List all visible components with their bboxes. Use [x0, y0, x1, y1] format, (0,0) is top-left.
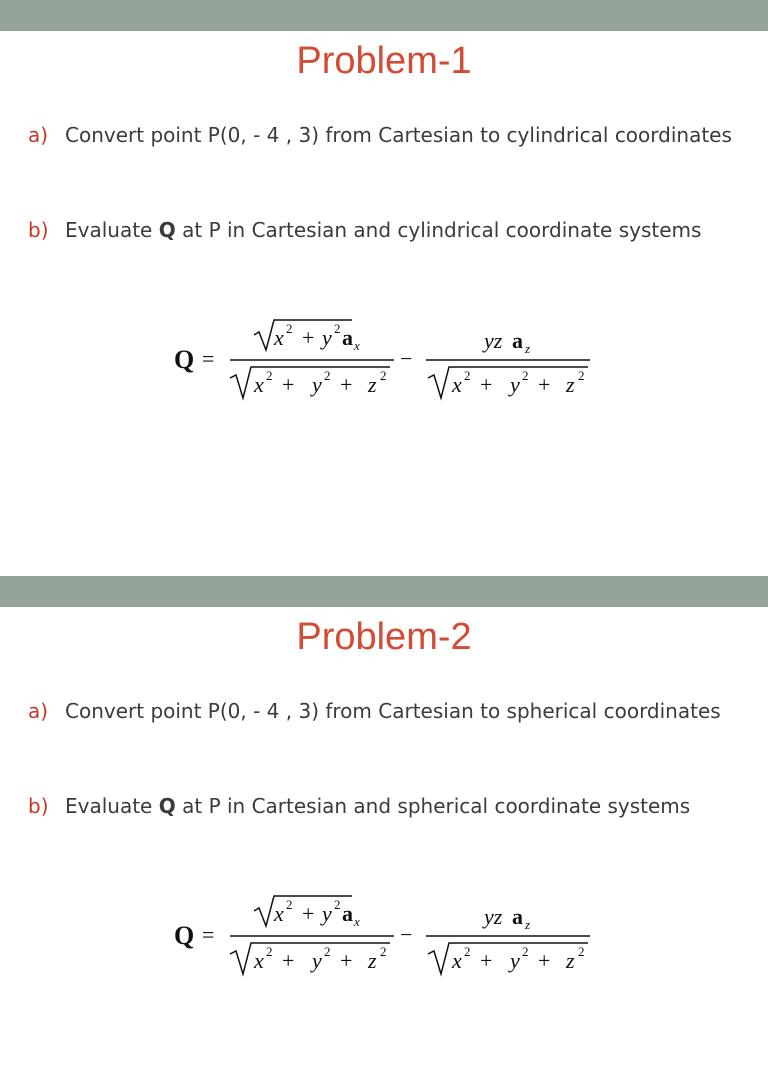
slide-gap — [0, 512, 768, 576]
list-marker: b) — [28, 794, 49, 818]
svg-text:y: y — [312, 372, 322, 397]
slide-problem-1 — [0, 0, 768, 512]
svg-text:+: + — [480, 948, 493, 973]
list-item-text: Convert point P(0, - 4 , 3) from Cartesian to cylindrical coordinates — [65, 123, 732, 147]
svg-text:2: 2 — [522, 944, 529, 959]
svg-text:2: 2 — [324, 944, 331, 959]
slide-header-bar — [0, 576, 768, 607]
svg-text:y: y — [510, 948, 520, 973]
svg-text:z: z — [525, 917, 531, 932]
list-marker: a) — [28, 699, 49, 723]
svg-text:+: + — [282, 948, 295, 973]
svg-text:2: 2 — [334, 321, 341, 336]
svg-text:x: x — [254, 372, 264, 397]
svg-text:x: x — [452, 948, 462, 973]
svg-text:a: a — [512, 904, 523, 929]
svg-text:a: a — [342, 901, 353, 926]
svg-text:+: + — [302, 325, 315, 350]
slide-header-bar — [0, 0, 768, 31]
eq-equals: = — [202, 922, 215, 947]
equation-q — [170, 318, 610, 406]
list-item-text: Evaluate Q at P in Cartesian and spherical coordinate systems — [65, 794, 691, 818]
svg-text:x: x — [354, 914, 360, 929]
svg-text:+: + — [302, 901, 315, 926]
svg-text:y: y — [322, 901, 332, 926]
svg-text:yz: yz — [484, 904, 503, 929]
svg-text:y: y — [312, 948, 322, 973]
svg-text:+: + — [538, 948, 551, 973]
svg-text:+: + — [480, 372, 493, 397]
svg-text:z: z — [525, 341, 531, 356]
svg-text:2: 2 — [522, 368, 529, 383]
eq-equals: = — [202, 346, 215, 371]
list-marker: a) — [28, 123, 49, 147]
bold-q: Q — [158, 218, 176, 242]
svg-text:z: z — [566, 948, 575, 973]
eq-minus: − — [400, 346, 413, 371]
slide-title: Problem-1 — [296, 40, 472, 82]
svg-text:2: 2 — [286, 897, 293, 912]
svg-text:2: 2 — [578, 944, 585, 959]
slide-problem-2 — [0, 576, 768, 1088]
eq-lhs: Q — [174, 345, 195, 374]
svg-text:2: 2 — [266, 368, 273, 383]
svg-text:yz: yz — [484, 328, 503, 353]
svg-text:x: x — [274, 901, 284, 926]
svg-text:2: 2 — [578, 368, 585, 383]
svg-text:+: + — [282, 372, 295, 397]
svg-text:z: z — [368, 948, 377, 973]
svg-text:2: 2 — [464, 944, 471, 959]
list-marker: b) — [28, 218, 49, 242]
svg-text:2: 2 — [380, 944, 387, 959]
svg-text:+: + — [538, 372, 551, 397]
bold-q: Q — [158, 794, 176, 818]
svg-text:2: 2 — [464, 368, 471, 383]
svg-text:y: y — [322, 325, 332, 350]
svg-text:a: a — [342, 325, 353, 350]
svg-text:2: 2 — [286, 321, 293, 336]
svg-text:x: x — [452, 372, 462, 397]
svg-text:z: z — [368, 372, 377, 397]
svg-text:z: z — [566, 372, 575, 397]
svg-text:2: 2 — [380, 368, 387, 383]
svg-text:+: + — [340, 372, 353, 397]
eq-minus: − — [400, 922, 413, 947]
svg-text:+: + — [340, 948, 353, 973]
svg-text:x: x — [254, 948, 264, 973]
svg-text:y: y — [510, 372, 520, 397]
slide-title: Problem-2 — [296, 616, 472, 658]
equation-q — [170, 894, 610, 982]
svg-text:2: 2 — [324, 368, 331, 383]
eq-lhs: Q — [174, 921, 195, 950]
list-item-text: Evaluate Q at P in Cartesian and cylindrical coordinate systems — [65, 218, 702, 242]
svg-text:x: x — [274, 325, 284, 350]
svg-text:2: 2 — [266, 944, 273, 959]
svg-text:x: x — [354, 338, 360, 353]
svg-text:2: 2 — [334, 897, 341, 912]
list-item-text: Convert point P(0, - 4 , 3) from Cartesian to spherical coordinates — [65, 699, 721, 723]
svg-text:a: a — [512, 328, 523, 353]
